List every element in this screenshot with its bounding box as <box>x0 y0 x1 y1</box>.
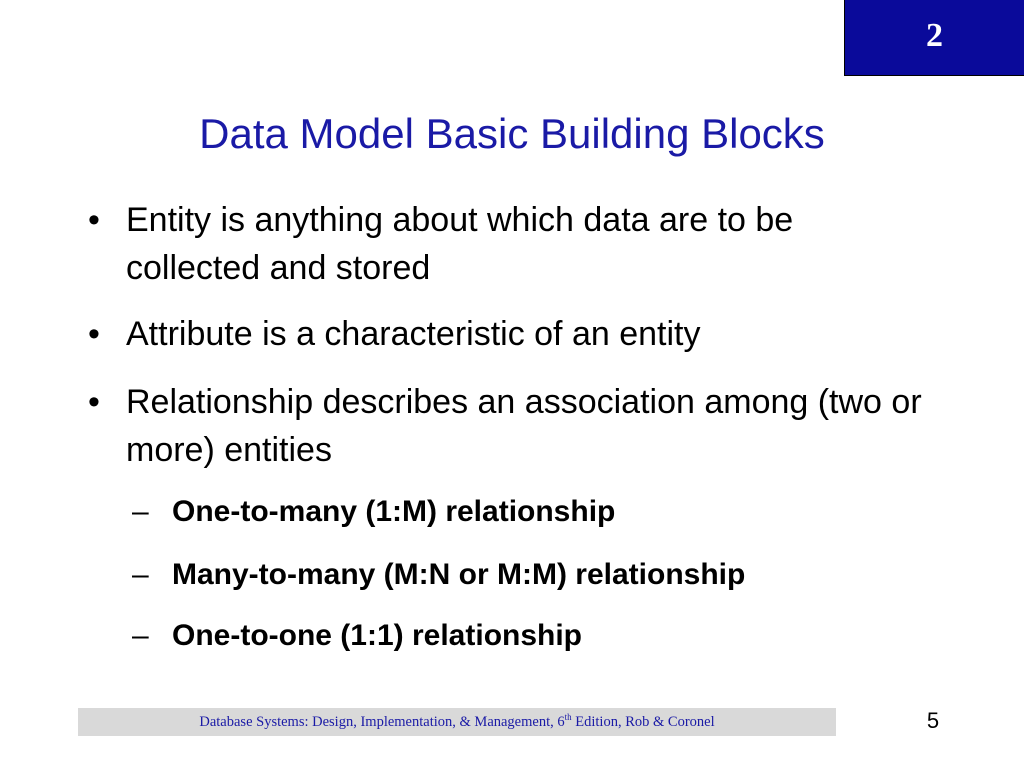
bullet-item-entity <box>88 196 928 292</box>
sub-bullet-one-to-one <box>132 616 932 656</box>
bullet-item-relationship <box>88 378 928 474</box>
bullet-marker: • <box>88 383 100 421</box>
sub-bullet-dash: – <box>132 558 149 591</box>
footer-text-rest: Edition, Rob & Coronel <box>571 714 715 730</box>
bullet-text: Relationship describes an association among (two or more) entities <box>126 383 922 469</box>
sub-bullet-text: One-to-many (1:M) relationship <box>172 495 616 528</box>
footer-citation <box>78 713 836 731</box>
footer-bar <box>78 708 836 736</box>
sub-bullet-many-to-many <box>132 555 932 595</box>
slide-title: Data Model Basic Building Blocks <box>199 110 825 157</box>
chapter-number-box <box>844 0 1024 76</box>
bullet-item-attribute <box>88 310 928 358</box>
footer-text-main: Database Systems: Design, Implementation, & Management, 6 <box>199 714 565 730</box>
bullet-marker: • <box>88 201 100 239</box>
bullet-text: Entity is anything about which data are to be collected and stored <box>126 201 794 287</box>
sub-bullet-text: One-to-one (1:1) relationship <box>172 619 583 652</box>
page-number: 5 <box>926 708 940 733</box>
footer-superscript: th <box>564 712 572 723</box>
sub-bullet-dash: – <box>132 495 149 528</box>
bullet-text: Attribute is a characteristic of an entity <box>126 315 701 353</box>
sub-bullet-one-to-many <box>132 492 932 532</box>
bullet-marker: • <box>88 315 100 353</box>
sub-bullet-dash: – <box>132 619 149 652</box>
sub-bullet-text: Many-to-many (M:N or M:M) relationship <box>172 558 746 591</box>
chapter-number: 2 <box>926 17 943 54</box>
